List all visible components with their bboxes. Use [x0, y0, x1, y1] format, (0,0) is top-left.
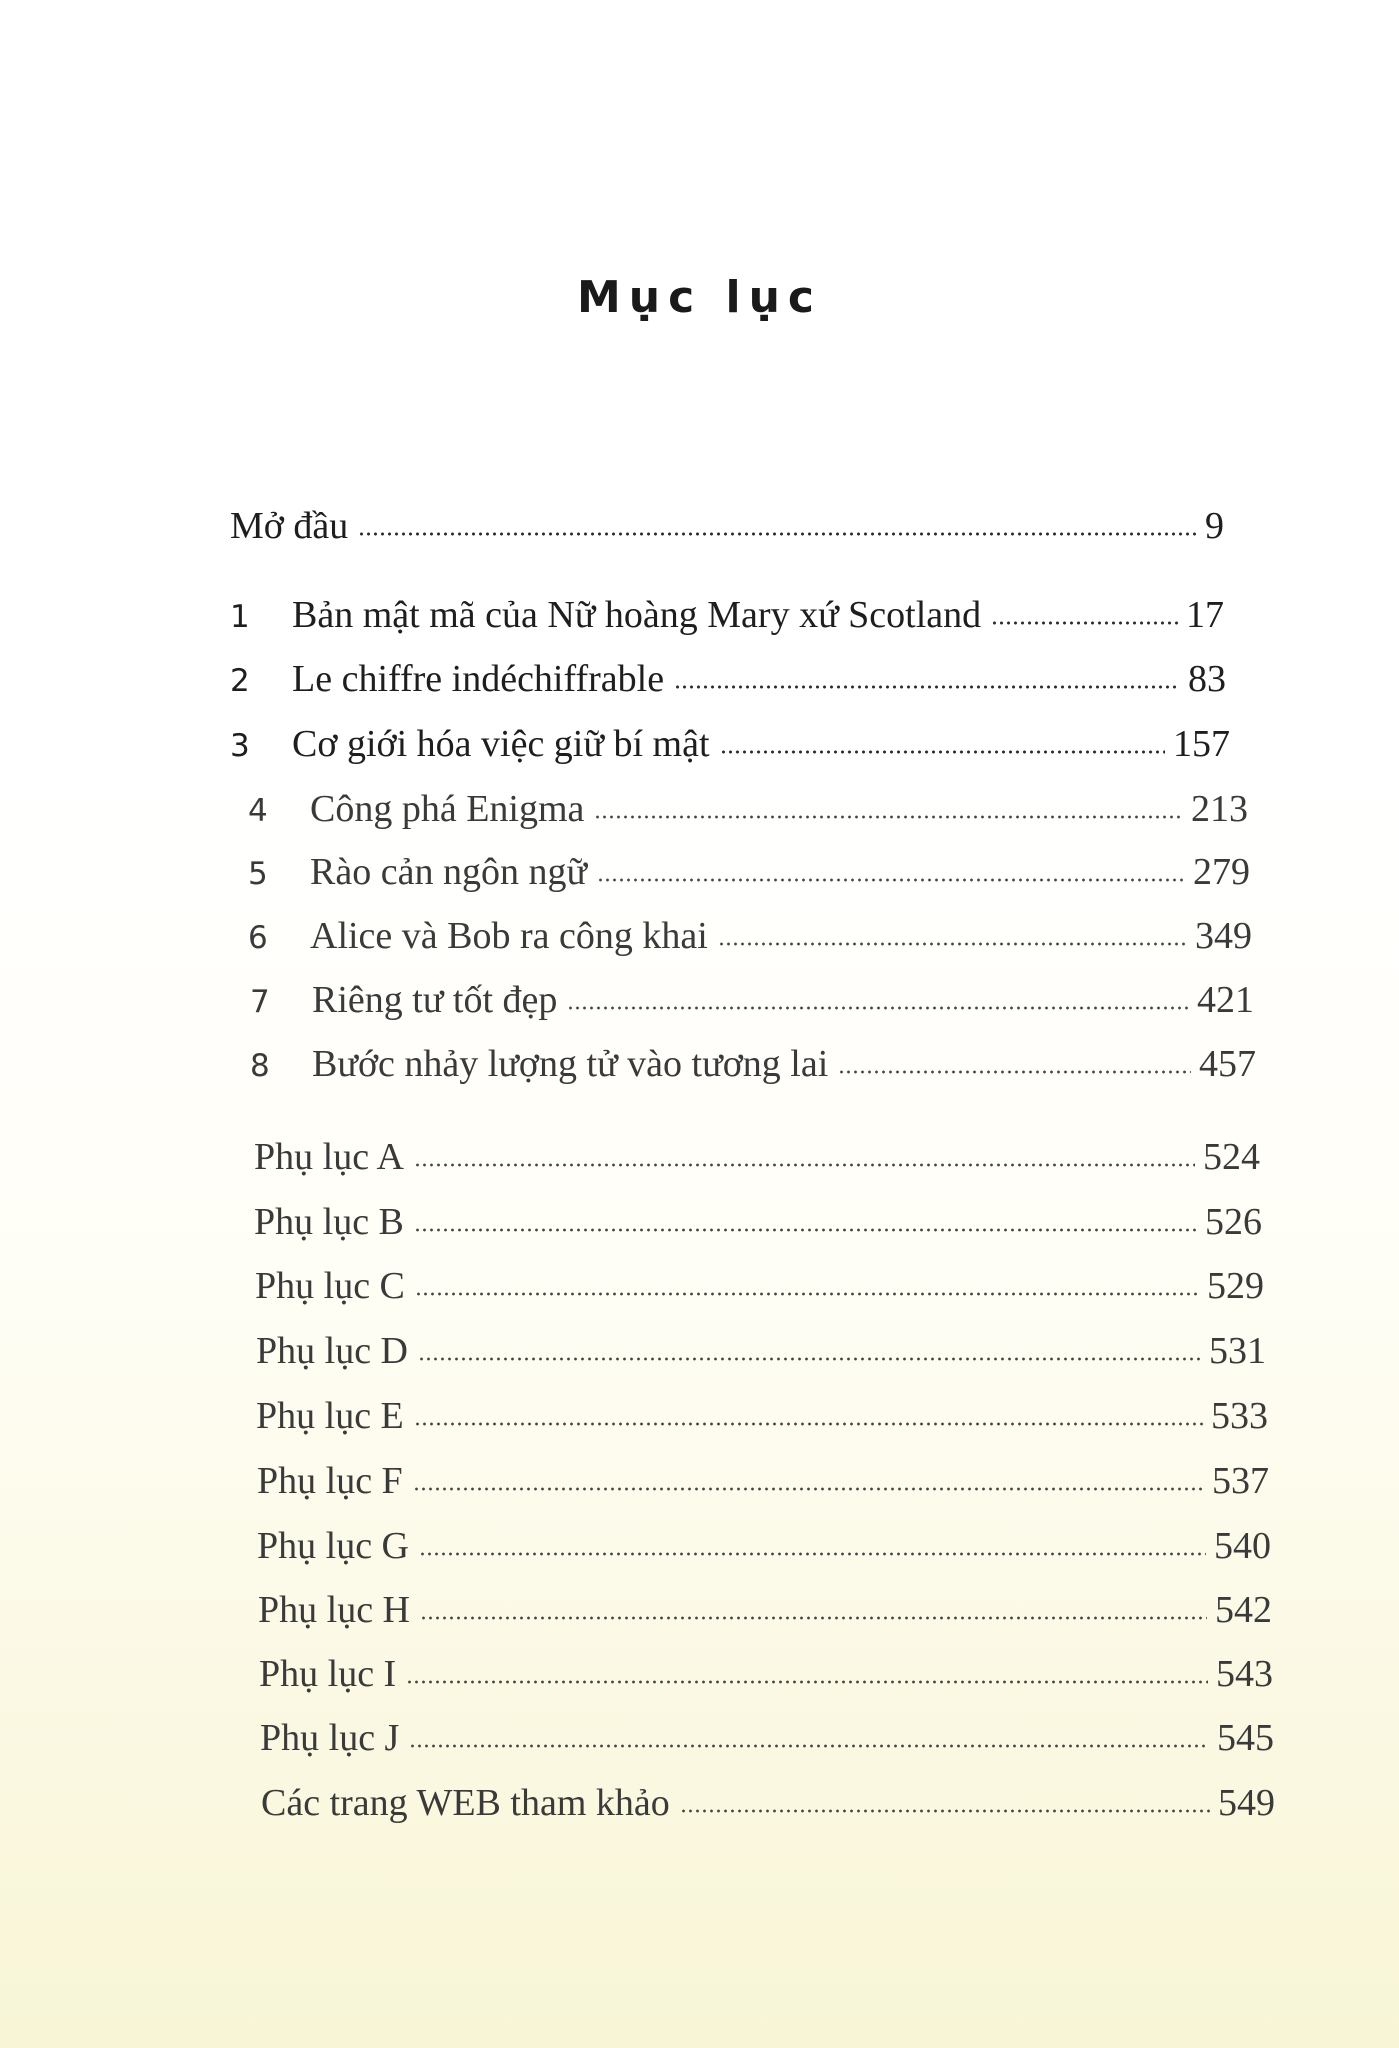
dot-leader	[597, 877, 1185, 883]
dot-leader	[991, 620, 1178, 626]
entry-label: Bản mật mã của Nữ hoàng Mary xứ Scotland	[292, 594, 982, 636]
entry-label: Phụ lục I	[259, 1653, 397, 1695]
toc-entry-appendix-j	[260, 1714, 1274, 1762]
entry-label: Phụ lục D	[256, 1330, 408, 1372]
dot-leader	[567, 1005, 1189, 1011]
toc-entry-appendix-e	[256, 1392, 1268, 1440]
entry-page-number: 543	[1216, 1653, 1273, 1695]
toc-entry-appendix-d	[256, 1327, 1266, 1375]
entry-label: Le chiffre indéchiffrable	[292, 658, 665, 700]
entry-page-number: 213	[1191, 788, 1248, 830]
dot-leader	[838, 1069, 1191, 1075]
chapter-number: 2	[230, 663, 250, 699]
dot-leader	[414, 1421, 1203, 1427]
entry-page-number: 524	[1203, 1136, 1260, 1178]
entry-page-number: 349	[1195, 915, 1252, 957]
entry-page-number: 549	[1218, 1782, 1275, 1824]
entry-page-number: 531	[1209, 1330, 1266, 1372]
entry-page-number: 17	[1186, 594, 1224, 636]
entry-page-number: 157	[1173, 723, 1230, 765]
entry-label: Phụ lục A	[254, 1136, 404, 1178]
dot-leader	[415, 1291, 1199, 1297]
chapter-number: 3	[230, 728, 250, 764]
entry-label: Cơ giới hóa việc giữ bí mật	[292, 723, 710, 765]
toc-entry-chapter-4	[248, 785, 1248, 833]
chapter-number: 1	[230, 599, 250, 635]
entry-page-number: 540	[1214, 1525, 1271, 1567]
entry-page-number: 457	[1199, 1043, 1256, 1085]
dot-leader	[594, 814, 1183, 820]
entry-page-number: 537	[1212, 1460, 1269, 1502]
entry-page-number: 83	[1188, 658, 1226, 700]
entry-label: Rào cản ngôn ngữ	[310, 851, 588, 893]
dot-leader	[680, 1808, 1210, 1814]
entry-page-number: 545	[1217, 1717, 1274, 1759]
toc-entry-appendix-f	[257, 1457, 1269, 1505]
entry-page-number: 526	[1205, 1201, 1262, 1243]
entry-label: Phụ lục C	[255, 1265, 405, 1307]
entry-page-number: 421	[1197, 979, 1254, 1021]
dot-leader	[413, 1486, 1204, 1492]
entry-label: Alice và Bob ra công khai	[310, 915, 708, 957]
chapter-number: 4	[248, 793, 268, 829]
entry-label: Phụ lục G	[257, 1525, 409, 1567]
page-title: Mục lục	[577, 272, 822, 323]
entry-label: Phụ lục J	[260, 1717, 400, 1759]
entry-page-number: 279	[1193, 851, 1250, 893]
dot-leader	[358, 531, 1197, 537]
toc-entry-appendix-g	[257, 1522, 1271, 1570]
toc-entry-chapter-5	[248, 848, 1250, 896]
toc-entry-chapter-8	[250, 1040, 1256, 1088]
entry-label: Bước nhảy lượng tử vào tương lai	[312, 1043, 829, 1085]
entry-label: Riêng tư tốt đẹp	[312, 979, 558, 1021]
toc-entry-chapter-3	[230, 720, 1230, 768]
entry-page-number: 529	[1207, 1265, 1264, 1307]
entry-page-number: 9	[1205, 505, 1224, 547]
toc-entry-chapter-1	[230, 591, 1224, 639]
toc-entry-appendix-i	[259, 1650, 1273, 1698]
entry-label: Phụ lục F	[257, 1460, 403, 1502]
toc-entry-appendix-c	[255, 1262, 1264, 1310]
entry-label: Mở đầu	[230, 505, 349, 547]
dot-leader	[420, 1615, 1207, 1621]
toc-entry-web-references	[261, 1779, 1275, 1827]
dot-leader	[414, 1162, 1195, 1168]
dot-leader	[418, 1356, 1201, 1362]
chapter-number: 5	[248, 856, 268, 892]
toc-entry-appendix-h	[258, 1586, 1272, 1634]
entry-label: Phụ lục E	[256, 1395, 404, 1437]
toc-entry-chapter-7	[250, 976, 1254, 1024]
dot-leader	[720, 749, 1166, 755]
entry-page-number: 542	[1215, 1589, 1272, 1631]
entry-label: Công phá Enigma	[310, 788, 585, 830]
entry-label: Các trang WEB tham khảo	[261, 1782, 670, 1824]
chapter-number: 7	[250, 984, 270, 1020]
toc-entry-appendix-a	[254, 1133, 1260, 1181]
toc-entry-chapter-2	[230, 655, 1226, 703]
entry-page-number: 533	[1211, 1395, 1268, 1437]
dot-leader	[718, 941, 1187, 947]
entry-label: Phụ lục H	[258, 1589, 410, 1631]
chapter-number: 6	[248, 920, 268, 956]
entry-label: Phụ lục B	[254, 1201, 404, 1243]
chapter-number: 8	[250, 1048, 270, 1084]
toc-entry-appendix-b	[254, 1198, 1262, 1246]
dot-leader	[674, 684, 1180, 690]
dot-leader	[406, 1679, 1208, 1685]
toc-entry-preface	[230, 502, 1224, 550]
dot-leader	[419, 1551, 1206, 1557]
dot-leader	[409, 1743, 1209, 1749]
toc-entry-chapter-6	[248, 912, 1252, 960]
dot-leader	[414, 1227, 1197, 1233]
